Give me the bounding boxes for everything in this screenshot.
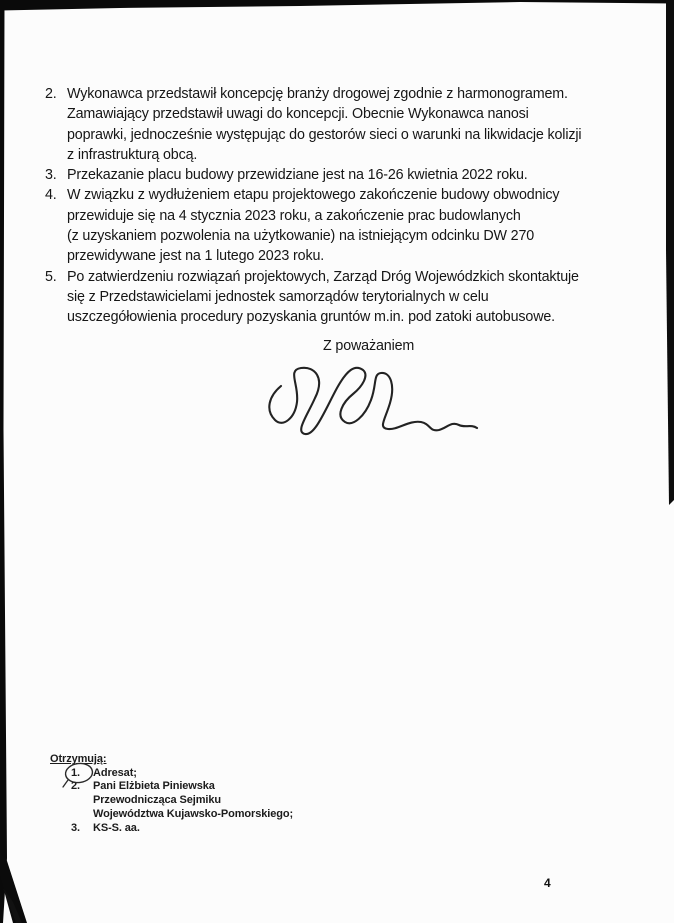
text-line: Pani Elżbieta Piniewska [93, 780, 215, 793]
recipient-number: 2. [71, 780, 80, 793]
recipient-rows [71, 767, 293, 836]
text-line: Po zatwierdzeniu rozwiązań projektowych, Zarząd Dróg Wojewódzkich skontaktuje [67, 268, 579, 285]
list-item-4 [45, 185, 630, 266]
list-item-text [67, 165, 630, 185]
list-item-text [67, 267, 630, 328]
recipient-number: 3. [71, 821, 80, 834]
text-line: Wykonawca przedstawił koncepcję branży drogowej zgodnie z harmonogramem. [67, 86, 568, 102]
list-item-number: 5. [45, 268, 57, 285]
list-item-number: 4. [45, 187, 57, 204]
text-line: (z uzyskaniem pozwolenia na użytkowanie) na istniejącym odcinku DW 270 [67, 228, 535, 245]
scan-left-line [0, 0, 7, 923]
text-line: Przekazanie placu budowy przewidziane jest na 16-26 kwietnia 2022 roku. [67, 167, 528, 184]
list-item-number: 2. [45, 86, 57, 102]
recipient-text [93, 767, 293, 781]
text-line: Adresat; [93, 766, 137, 779]
signature-scribble [251, 358, 491, 453]
recipient-text [93, 780, 293, 821]
text-line: poprawki, jednocześnie występując do gestorów sieci o warunki na likwidacje kolizji [67, 126, 582, 143]
page-number: 4 [544, 876, 551, 890]
recipient-row-3 [71, 822, 293, 836]
text-line: Przewodnicząca Sejmiku [93, 794, 222, 807]
list-item-3 [45, 165, 630, 185]
text-line: uszczegółowienia procedury pozyskania gruntów m.in. pod zatoki autobusowe. [67, 309, 555, 326]
letter-body-list [45, 84, 630, 328]
text-line: Województwa Kujawsko-Pomorskiego; [93, 807, 294, 820]
recipient-text [93, 822, 293, 836]
text-line: przewiduje się na 4 stycznia 2023 roku, a zakończenie prac budowlanych [67, 207, 521, 224]
distribution-list [50, 753, 293, 835]
list-item-text [67, 185, 630, 266]
closing-salutation: Z poważaniem [323, 338, 415, 354]
scan-corner-wedge [0, 852, 27, 923]
recipient-number: 1. [71, 766, 80, 779]
text-line: przewidywane jest na 1 lutego 2023 roku. [67, 248, 325, 265]
recipient-row-2 [71, 780, 293, 821]
scan-corner-streak [3, 888, 22, 923]
text-line: KS-S. aa. [93, 821, 140, 834]
distribution-heading: Otrzymują: [50, 753, 107, 765]
list-item-2 [45, 84, 630, 165]
scan-right-strip [666, 0, 674, 505]
list-item-5 [45, 267, 630, 328]
text-line: się z Przedstawicielami jednostek samorządów terytorialnych w celu [67, 288, 489, 305]
recipient-row-1 [71, 767, 293, 781]
list-item-number: 3. [45, 167, 57, 184]
scan-top-band [0, 0, 674, 11]
list-item-text [67, 84, 630, 165]
text-line: z infrastrukturą obcą. [67, 146, 198, 163]
text-line: W związku z wydłużeniem etapu projektowego zakończenie budowy obwodnicy [67, 187, 560, 204]
text-line: Zamawiający przedstawił uwagi do koncepcji. Obecnie Wykonawca nanosi [67, 106, 529, 123]
